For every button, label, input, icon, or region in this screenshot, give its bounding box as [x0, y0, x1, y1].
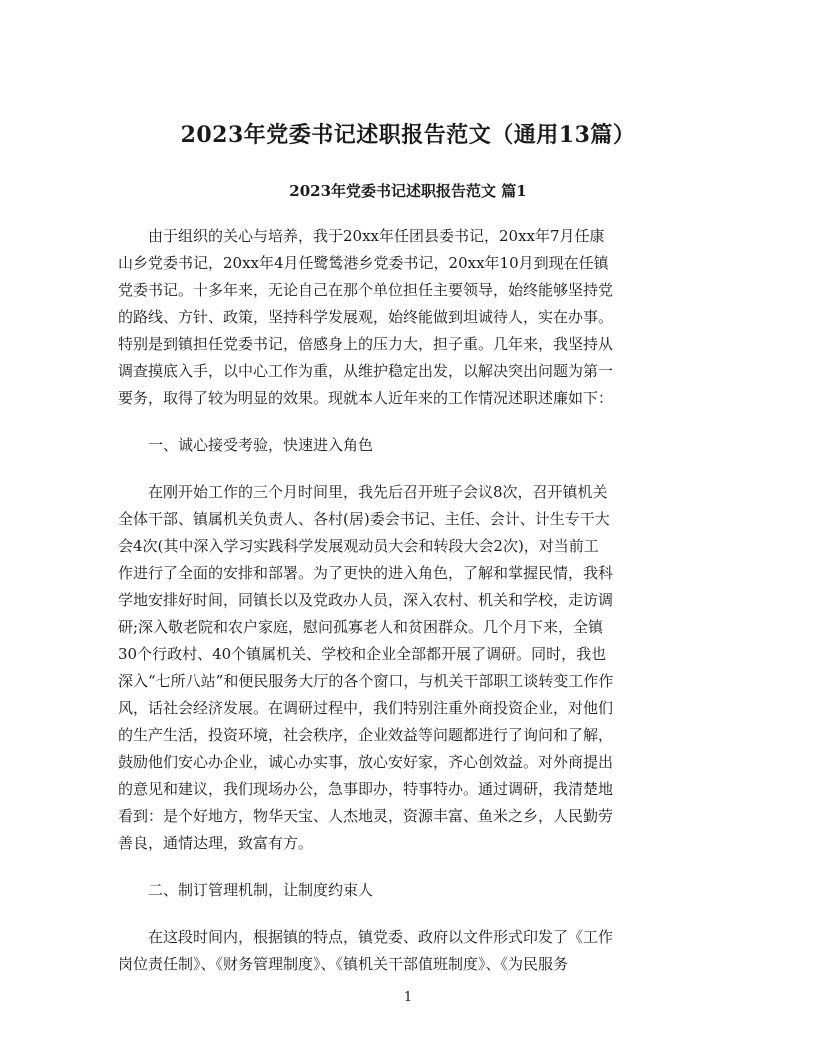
paragraph-line: 调查摸底入手，以中心工作为重，从维护稳定出发，以解决突出问题为第一 — [118, 362, 614, 380]
paragraph-line: 研;深入敬老院和农户家庭，慰问孤寡老人和贫困群众。几个月下来，全镇 — [118, 618, 604, 636]
section-heading-2: 二、制订管理机制，让制度约束人 — [148, 881, 374, 899]
paragraph-line: 在刚开始工作的三个月时间里，我先后召开班子会议8次，召开镇机关 — [148, 483, 608, 501]
paragraph-line: 岗位责任制》、《财务管理制度》、《镇机关干部值班制度》、《为民服务 — [118, 955, 569, 973]
paragraph-section-2 — [118, 924, 698, 978]
paragraph-line: 全体干部、镇属机关负责人、各村(居)委会书记、主任、会计、计生专干大 — [118, 510, 610, 528]
paragraph-line: 风，话社会经济发展。在调研过程中，我们特别注重外商投资企业，对他们 — [118, 699, 614, 717]
paragraph-section-1 — [118, 479, 698, 857]
paragraph-line: 30个行政村、40个镇属机关、学校和企业全部都开展了调研。同时，我也 — [118, 645, 607, 663]
section-subtitle: 2023年党委书记述职报告范文 篇1 — [289, 182, 527, 200]
paragraph-line: 鼓励他们安心办企业，诚心办实事，放心安好家，齐心创效益。对外商提出 — [118, 753, 614, 771]
paragraph-line: 由于组织的关心与培养，我于20xx年任团县委书记，20xx年7月任康 — [148, 227, 605, 245]
paragraph-line: 在这段时间内，根据镇的特点，镇党委、政府以文件形式印发了《工作 — [148, 928, 614, 946]
document-title: 2023年党委书记述职报告范文（通用13篇） — [180, 122, 636, 148]
paragraph-intro — [118, 223, 698, 412]
paragraph-line: 深入“七所八站”和便民服务大厅的各个窗口，与机关干部职工谈转变工作作 — [118, 672, 614, 690]
paragraph-line: 会4次(其中深入学习实践科学发展观动员大会和转段大会2次)，对当前工 — [118, 537, 599, 555]
paragraph-line: 看到：是个好地方，物华天宝、人杰地灵，资源丰富、鱼米之乡，人民勤劳 — [118, 807, 614, 825]
paragraph-line: 作进行了全面的安排和部署。为了更快的进入角色，了解和掌握民情，我科 — [118, 564, 614, 582]
paragraph-line: 学地安排好时间，同镇长以及党政办人员，深入农村、机关和学校，走访调 — [118, 591, 614, 609]
section-heading-1: 一、诚心接受考验，快速进入角色 — [148, 436, 374, 454]
paragraph-line: 党委书记。十多年来，无论自己在那个单位担任主要领导，始终能够坚持党 — [118, 281, 614, 299]
paragraph-line: 的意见和建议，我们现场办公，急事即办，特事特办。通过调研，我清楚地 — [118, 780, 614, 798]
paragraph-line: 山乡党委书记，20xx年4月任鹭鸶港乡党委书记，20xx年10月到现在任镇 — [118, 254, 609, 272]
page-number: 1 — [403, 990, 413, 1005]
paragraph-line: 的生产生活，投资环境，社会秩序，企业效益等问题都进行了询问和了解， — [118, 726, 614, 744]
paragraph-line: 特别是到镇担任党委书记，倍感身上的压力大，担子重。几年来，我坚持从 — [118, 335, 614, 353]
document-body — [118, 223, 698, 978]
paragraph-line: 善良，通情达理，致富有方。 — [118, 834, 314, 852]
paragraph-line: 的路线、方针、政策，坚持科学发展观，始终能做到坦诚待人，实在办事。 — [118, 308, 614, 326]
paragraph-line: 要务，取得了较为明显的效果。现就本人近年来的工作情况述职述廉如下： — [118, 389, 614, 407]
